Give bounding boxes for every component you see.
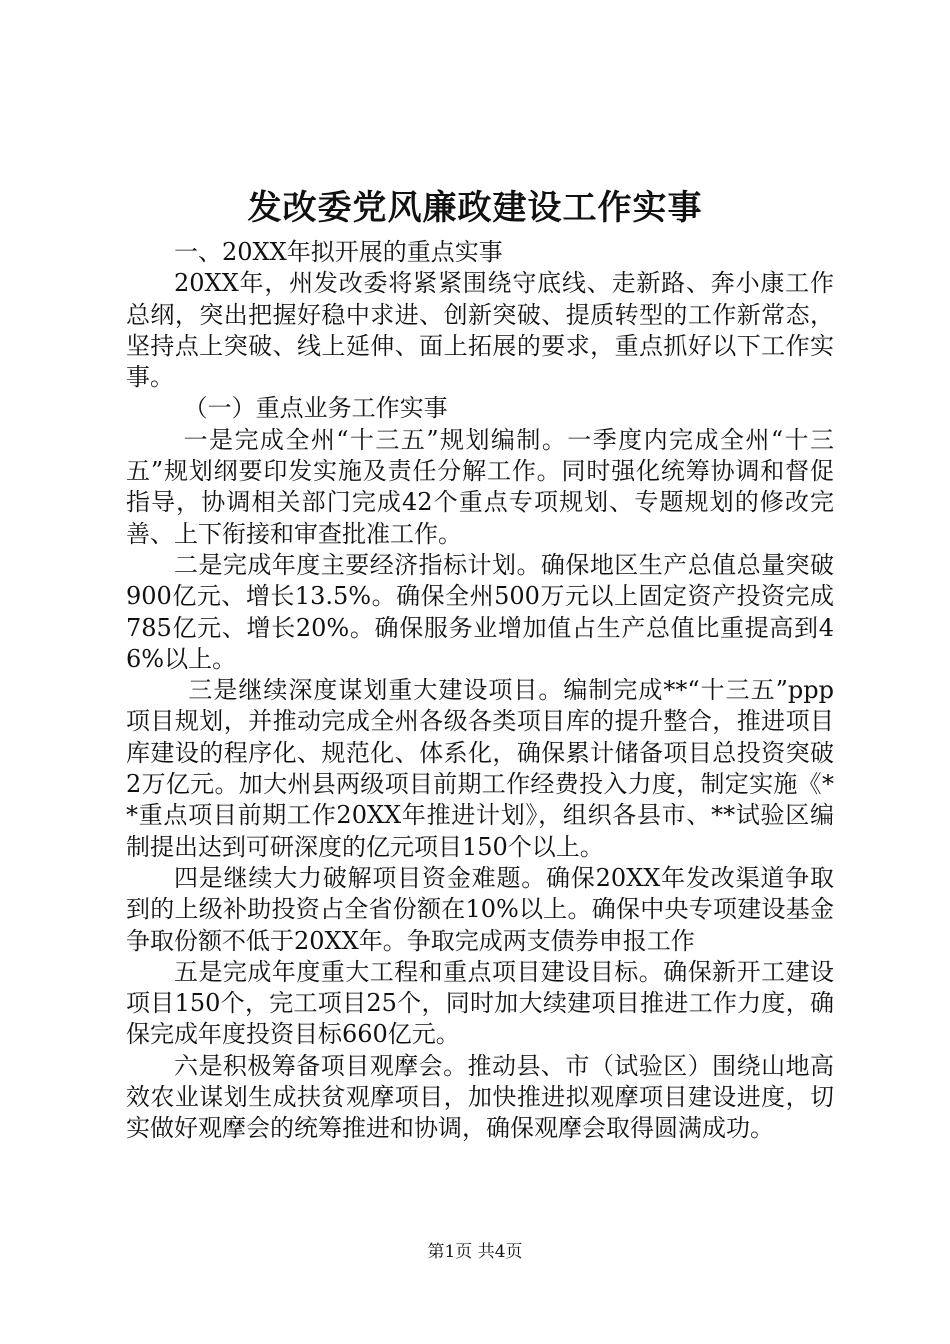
paragraph-item-2: 二是完成年度主要经济指标计划。确保地区生产总值总量突破900亿元、增长13.5%。确保全州500万元以上固定资产投资完成785亿元、增长20%。确保服务业增加值占生产总值比重提高到46%以上。: [126, 550, 834, 673]
paragraph-item-5: 五是完成年度重大工程和重点项目建设目标。确保新开工建设项目150个，完工项目25个，同时加大续建项目推进工作力度，确保完成年度投资目标660亿元。: [126, 957, 834, 1049]
paragraph-item-6: 六是积极筹备项目观摩会。推动县、市（试验区）围绕山地高效农业谋划生成扶贫观摩项目，加快推进拟观摩项目建设进度，切实做好观摩会的统筹推进和协调，确保观摩会取得圆满成功。: [126, 1051, 834, 1143]
subsection-heading: （一）重点业务工作实事: [183, 394, 448, 423]
section-heading: 一、20XX年拟开展的重点实事: [174, 238, 503, 266]
document-body: [126, 237, 834, 1145]
page-footer: 第1页 共4页: [427, 1242, 523, 1262]
paragraph-item-1: 一是完成全州“十三五”规划编制。一季度内完成全州“十三五”规划纲要印发实施及责任分解工作。同时强化统筹协调和督促指导，协调相关部门完成42个重点专项规划、专题规划的修改完善、上下衔接和审查批准工作。: [126, 425, 834, 548]
paragraph-item-3: 三是继续深度谋划重大建设项目。编制完成**“十三五”ppp项目规划，并推动完成全州各级各类项目库的提升整合，推进项目库建设的程序化、规范化、体系化，确保累计储备项目总投资突破2万亿元。加大州县两级项目前期工作经费投入力度，制定实施《**重点项目前期工作20XX年推进计划》，组织各县市、**试验区编制提出达到可研深度的亿元项目150个以上。: [126, 676, 834, 861]
document-title: 发改委党风廉政建设工作实事: [247, 188, 703, 228]
paragraph-item-4: 四是继续大力破解项目资金难题。确保20XX年发改渠道争取到的上级补助投资占全省份额在10%以上。确保中央专项建设基金争取份额不低于20XX年。争取完成两支债券申报工作: [126, 863, 834, 955]
paragraph-intro: 20XX年，州发改委将紧紧围绕守底线、走新路、奔小康工作总纲，突出把握好稳中求进、创新突破、提质转型的工作新常态，坚持点上突破、线上延伸、面上拓展的要求，重点抓好以下工作实事。: [126, 269, 834, 392]
